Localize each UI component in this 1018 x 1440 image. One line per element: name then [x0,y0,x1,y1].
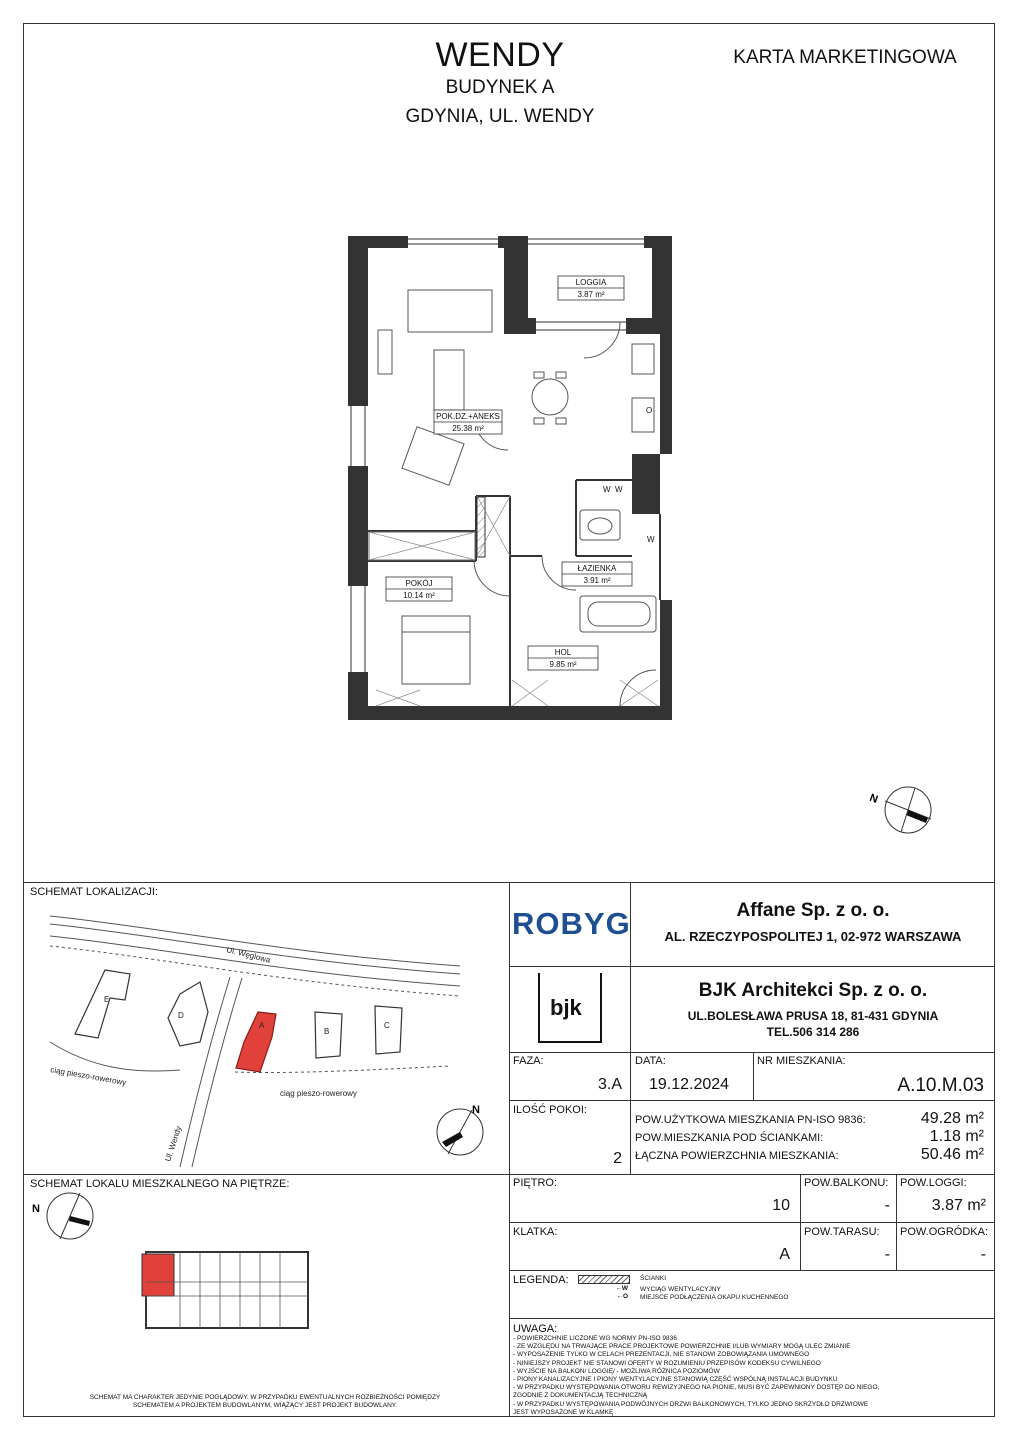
legend-item: ŚCIANKI [640,1275,667,1282]
floor-value: 10 [772,1197,790,1214]
notes-list: - POWIERZCHNIE LICZONE WG NORMY PN-ISO 9836 - ZE WZGLĘDU NA TRWAJĄCE PRACE PROJEKTOWE POWIERZCHNIE I/LUB WYMIARY MOGĄ ULEC ZMIANIE - WYPOSAŻENIE TYLKO W CELACH PREZENTACJI, NIE STANOWI ZOBOWIĄZANIA UMOWNEGO - NINIEJSZY PROJEKT NIE STANOWI OFERTY W ROZUMIENIU PRZEPISÓW KODEKSU CYWILNEGO - WYJŚCIE NA BALKON/ LOGGIĘ/ - MOŻLIWA RÓŻNICA POZIOMÓW - PIONY KANALIZACYJNE I PIONY WENTYLACYJNE STANOWIĄ CZĘŚĆ WSPÓLNĄ INSTALACJI BUDYNKU - W PRZYPADKU WYSTĘPOWANIA OTWORU REWIZYJNEGO NA PIONIE, MUSI BYĆ ZAPEWNIONY DOSTĘP DO NIEGO, ZGODNIE Z DOKUMENTACJĄ TECHNICZNĄ - W PRZYPADKU WYSTĘPOWANIA PODWÓJNYCH DRZWI BALKONOWYCH, TYLKO JEDNO SKRZYDŁO DRZWIOWE JEST WYPOSAŻONE W KLAMKĘ [513,1335,880,1416]
rooms-label: ILOŚĆ POKOI: [513,1104,587,1116]
svg-text:Ul. Wendy: Ul. Wendy [163,1124,184,1163]
room-name: POKÓJ [405,579,433,588]
arrow-o-icon: ←O [616,1293,628,1300]
architect-address: UL.BOLESŁAWA PRUSA 18, 81-431 GDYNIA [687,1009,939,1023]
developer-address: AL. RZECZYPOSPOLITEJ 1, 02-972 WARSZAWA [664,929,962,944]
svg-text:W: W [647,535,655,544]
svg-text:B: B [324,1027,330,1036]
north-arrow-icon [32,1193,93,1239]
faza-label: FAZA: [513,1055,544,1067]
data-value: 19.12.2024 [648,1076,730,1093]
total-area-label: ŁĄCZNA POWIERZCHNIA MIESZKANIA: [635,1150,839,1162]
legend-item: MIEJSCE PODŁĄCZENIA OKAPU KUCHENNEGO [640,1294,789,1301]
garden-value: - [980,1246,986,1263]
room-area: 10.14 m² [403,591,435,600]
north-arrow-icon [866,782,938,838]
room-name: POK.DZ.+ANEKS [436,412,500,421]
svg-text:W: W [615,485,623,494]
loggia-label: POW.LOGGI: [900,1177,967,1189]
faza-value: 3.A [597,1076,622,1093]
developer-name: Affane Sp. z o. o. [736,900,890,921]
room-area: 3.87 m² [577,290,605,299]
project-address: GDYNIA, UL. WENDY [405,106,595,127]
under-walls-label: POW.MIESZKANIA POD ŚCIANKAMI: [635,1132,824,1144]
terrace-label: POW.TARASU: [804,1226,880,1238]
room-name: ŁAZIENKA [577,564,617,573]
balcony-value: - [884,1197,890,1214]
architect-phone: TEL.506 314 286 [766,1025,860,1039]
location-map [30,902,500,1170]
arrow-w-icon: ←W [615,1285,628,1292]
wall-hatch-icon [578,1275,630,1284]
usable-area-value: 49.28 m² [920,1110,984,1127]
floor-label: PIĘTRO: [513,1177,558,1189]
total-area-value: 50.46 m² [920,1146,984,1163]
project-title: WENDY [435,36,565,74]
room-area: 25.38 m² [452,424,484,433]
north-arrow-icon [437,1104,483,1155]
svg-text:A: A [259,1021,265,1030]
room-name: HOL [554,648,572,657]
staircase-value: A [779,1246,790,1263]
svg-text:O: O [646,406,653,415]
legend-item: WYCIĄG WENTYLACYJNY [640,1286,721,1293]
location-scheme-label: SCHEMAT LOKALIZACJI: [30,886,158,898]
balcony-label: POW.BALKONU: [804,1177,889,1189]
room-area: 9.85 m² [549,660,577,669]
disclaimer: SCHEMAT MA CHARAKTER JEDYNIE POGLĄDOWY. W PRZYPADKU EWENTUALNYCH ROZBIEŻNOŚCI POMIĘDZY SCHEMATEM A PROJEKTEM BUDOWLANYM, WIĄŻĄCY JEST PROJEKT BUDOWLANY. [89,1394,441,1410]
svg-text:D: D [178,1011,184,1020]
legend-label: LEGENDA: [513,1274,569,1286]
room-name: LOGGIA [575,278,607,287]
svg-text:W: W [603,485,611,494]
architect-name: BJK Architekci Sp. z o. o. [698,980,928,1001]
robyg-logo: ROBYG [512,906,631,941]
svg-text:ciąg pieszo-rowerowy: ciąg pieszo-rowerowy [49,1065,127,1088]
apartment-floor-plan [340,230,680,725]
rooms-value: 2 [613,1150,622,1167]
svg-text:N: N [867,791,880,806]
staircase-label: KLATKA: [513,1226,558,1238]
room-area: 3.91 m² [583,576,611,585]
notes-label: UWAGA: [513,1323,558,1335]
svg-text:E: E [104,995,110,1004]
furniture [378,290,656,706]
svg-text:C: C [384,1021,390,1030]
floor-scheme-map [30,1190,330,1340]
svg-text:ciąg pieszo-rowerowy: ciąg pieszo-rowerowy [280,1089,357,1098]
svg-text:Ul. Węglowa: Ul. Węglowa [225,945,272,965]
data-label: DATA: [635,1055,666,1067]
building-label: BUDYNEK A [445,77,555,98]
terrace-value: - [884,1246,890,1263]
card-type: KARTA MARKETINGOWA [733,47,957,68]
loggia-value: 3.87 m² [931,1197,986,1214]
bjk-logo-icon: bjk [538,973,602,1043]
apartment-number: A.10.M.03 [897,1075,984,1096]
under-walls-value: 1.18 m² [929,1128,984,1145]
usable-area-label: POW.UŻYTKOWA MIESZKANIA PN-ISO 9836: [635,1114,866,1126]
svg-text:N: N [32,1203,40,1215]
svg-text:N: N [472,1104,480,1116]
floor-scheme-label: SCHEMAT LOKALU MIESZKALNEGO NA PIĘTRZE: [30,1178,290,1190]
garden-label: POW.OGRÓDKA: [900,1226,989,1238]
nr-label: NR MIESZKANIA: [757,1055,846,1067]
